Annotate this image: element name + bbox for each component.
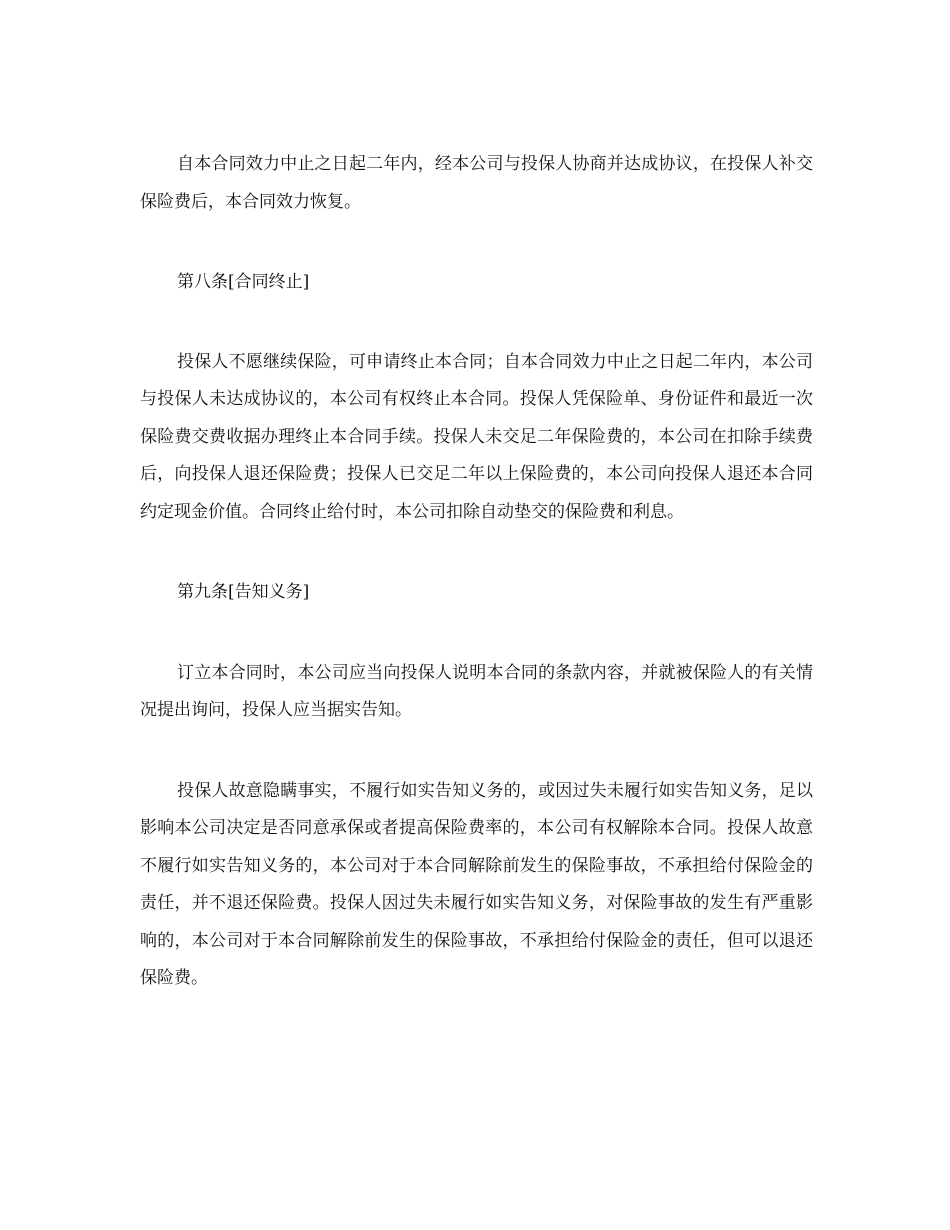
article-9-heading: 第九条[告知义务] bbox=[177, 582, 310, 602]
document-page bbox=[140, 146, 813, 1040]
paragraph-nondisclosure-consequences: 投保人故意隐瞒事实，不履行如实告知义务的，或因过失未履行如实告知义务，足以影响本公司决定是否同意承保或者提高保险费率的，本公司有权解除本合同。投保人故意不履行如实告知义务的，本公司对于本合同解除前发生的保险事故，不承担给付保险金的责任，并不退还保险费。投保人因过失未履行如实告知义务，对保险事故的发生有严重影响的，本公司对于本合同解除前发生的保险事故，不承担给付保险金的责任，但可以退还保险费。 bbox=[140, 780, 813, 988]
paragraph-contract-termination: 投保人不愿继续保险，可申请终止本合同；自本合同效力中止之日起二年内，本公司与投保人未达成协议的，本公司有权终止本合同。投保人凭保险单、身份证件和最近一次保险费交费收据办理终止本合同手续。投保人未交足二年保险费的，本公司在扣除手续费后，向投保人退还保险费；投保人已交足二年以上保险费的，本公司向投保人退还本合同约定现金价值。合同终止给付时，本公司扣除自动垫交的保险费和利息。 bbox=[140, 351, 813, 522]
paragraph-contract-reinstatement: 自本合同效力中止之日起二年内，经本公司与投保人协商并达成协议，在投保人补交保险费后，本合同效力恢复。 bbox=[140, 154, 813, 212]
article-8-heading: 第八条[合同终止] bbox=[177, 272, 310, 292]
paragraph-disclosure-duty: 订立本合同时，本公司应当向投保人说明本合同的条款内容，并就被保险人的有关情况提出询问，投保人应当据实告知。 bbox=[140, 662, 813, 720]
